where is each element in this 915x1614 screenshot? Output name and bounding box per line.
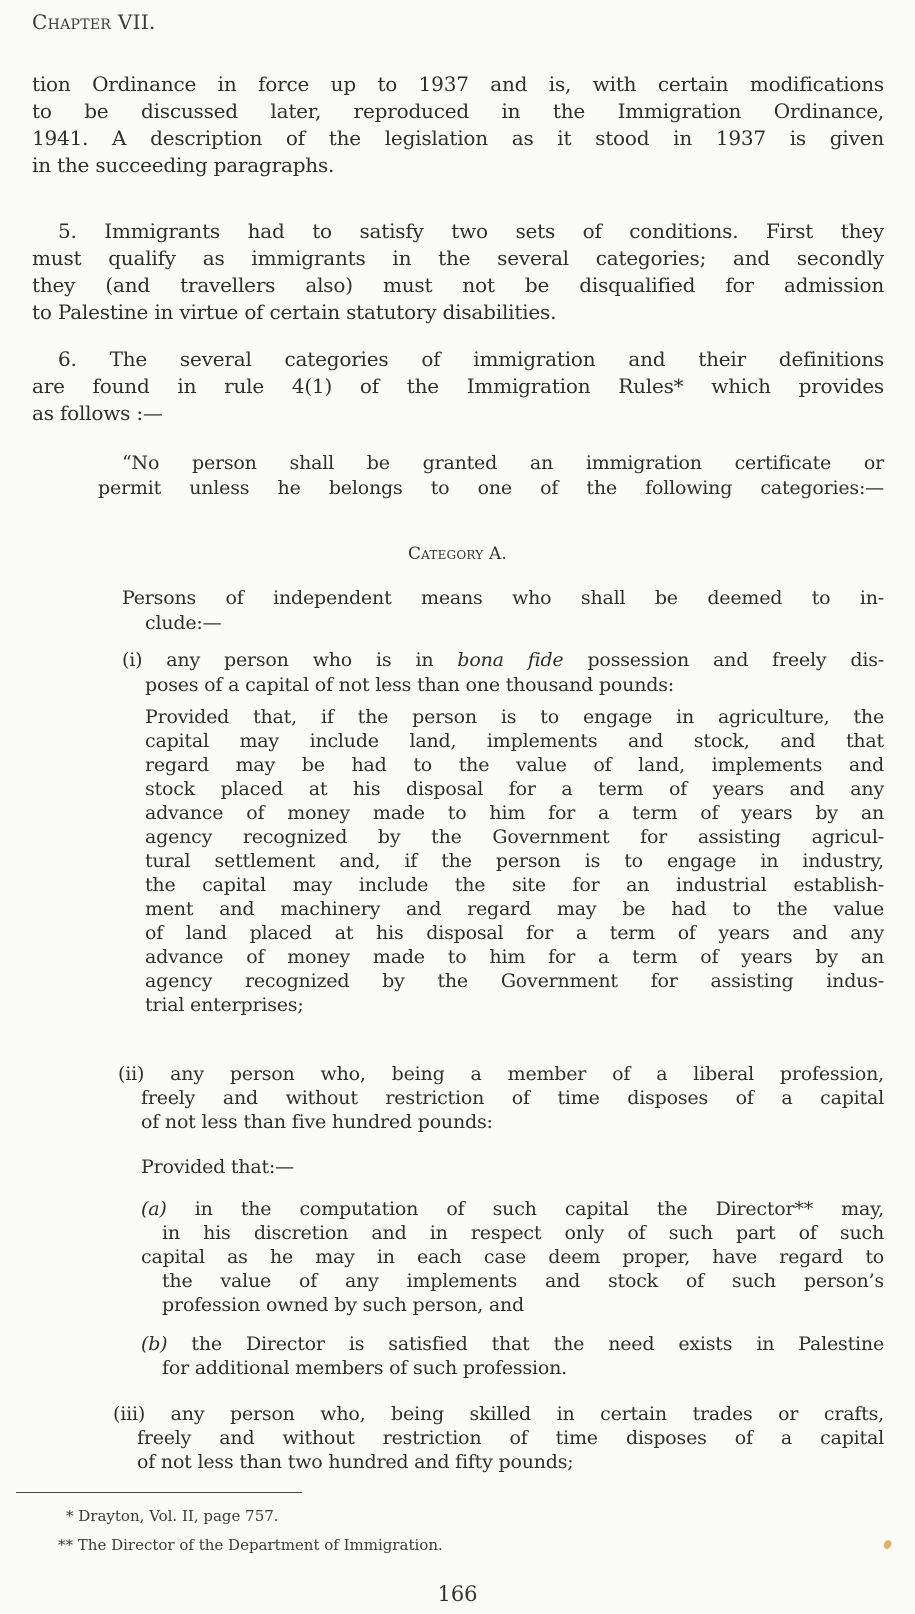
text-line: Provided that, if the person is to engage in agriculture, the [145, 706, 884, 728]
footnote-rule [16, 1492, 302, 1493]
text-line: capital may include land, implements and stock, and that [145, 730, 884, 752]
text-line: freely and without restriction of time disposes of a capital [141, 1087, 884, 1109]
category-heading: Category A. [407, 544, 508, 564]
text-line: advance of money made to him for a term of years by an [145, 946, 884, 968]
text-line: of not less than five hundred pounds: [141, 1111, 493, 1133]
proviso-label: Provided that:— [141, 1156, 294, 1178]
text-line: “No person shall be granted an immigration certificate or [122, 452, 884, 474]
text-line: Persons of independent means who shall be deemed to in- [122, 587, 884, 609]
page-number: 166 [437, 1582, 478, 1606]
text-line: agency recognized by the Government for assisting agricul- [145, 826, 884, 848]
text-line: in his discretion and in respect only of such part of such [162, 1222, 884, 1244]
footnote-text: Drayton, Vol. II, page 757. [78, 1507, 279, 1525]
text-line: 5. Immigrants had to satisfy two sets of conditions. First they [58, 219, 884, 243]
text-line: ment and machinery and regard may be had to the value [145, 898, 884, 920]
text-line: (iii) any person who, being skilled in certain trades or crafts, [113, 1403, 884, 1425]
text-line: the capital may include the site for an industrial establish- [145, 874, 884, 896]
clause-label-b: (b) [141, 1333, 168, 1355]
footnote-text: The Director of the Department of Immigration. [77, 1536, 443, 1554]
italic-term: bona fide [457, 649, 564, 671]
text-span: in the computation of such capital the Director** may, [166, 1198, 884, 1220]
text-line: tion Ordinance in force up to 1937 and is, with certain modifications [32, 72, 884, 96]
text-line: are found in rule 4(1) of the Immigration Rules* which provides [32, 374, 884, 398]
text-line: as follows :— [32, 401, 163, 425]
text-line: agency recognized by the Government for assisting indus- [145, 970, 884, 992]
text-line: in the succeeding paragraphs. [32, 153, 335, 177]
text-line: profession owned by such person, and [162, 1294, 525, 1316]
clause-label-a: (a) [141, 1198, 167, 1220]
text-line: poses of a capital of not less than one thousand pounds: [145, 674, 674, 696]
footnote-mark: * [66, 1507, 74, 1525]
text-line: (ii) any person who, being a member of a liberal profession, [118, 1063, 884, 1085]
text-line [141, 1197, 884, 1221]
text-line: advance of money made to him for a term of years by an [145, 802, 884, 824]
text-span: possession and freely dis- [563, 649, 884, 671]
text-line: clude:— [145, 612, 222, 634]
text-span: (i) any person who is in [122, 649, 458, 671]
text-line: for additional members of such profession. [162, 1357, 567, 1379]
text-line [141, 1332, 884, 1356]
text-line: to be discussed later, reproduced in the Immigration Ordinance, [32, 99, 884, 123]
paper-stain [882, 1539, 893, 1550]
text-span: the Director is satisfied that the need exists in Palestine [167, 1333, 884, 1355]
text-line: freely and without restriction of time disposes of a capital [137, 1427, 884, 1449]
text-line: must qualify as immigrants in the several categories; and secondly [32, 246, 884, 270]
footnote-mark: ** [58, 1536, 73, 1554]
text-line: of not less than two hundred and fifty pounds; [137, 1451, 574, 1473]
text-line: trial enterprises; [145, 994, 304, 1016]
footnote-2 [58, 1536, 443, 1554]
text-line: permit unless he belongs to one of the following categories:— [98, 477, 884, 499]
text-line: the value of any implements and stock of such person’s [162, 1270, 884, 1292]
text-line: capital as he may in each case deem proper, have regard to [141, 1246, 884, 1268]
text-line: to Palestine in virtue of certain statutory disabilities. [32, 300, 557, 324]
text-line: tural settlement and, if the person is to engage in industry, [145, 850, 884, 872]
text-line: regard may be had to the value of land, implements and [145, 754, 884, 776]
text-line [122, 648, 884, 672]
footnote-1 [66, 1507, 279, 1525]
text-line: stock placed at his disposal for a term of years and any [145, 778, 884, 800]
text-line: they (and travellers also) must not be disqualified for admission [32, 273, 884, 297]
text-line: of land placed at his disposal for a term of years and any [145, 922, 884, 944]
text-line: 1941. A description of the legislation as it stood in 1937 is given [32, 126, 884, 150]
chapter-header: Chapter VII. [32, 10, 156, 34]
text-line: 6. The several categories of immigration and their definitions [58, 347, 884, 371]
